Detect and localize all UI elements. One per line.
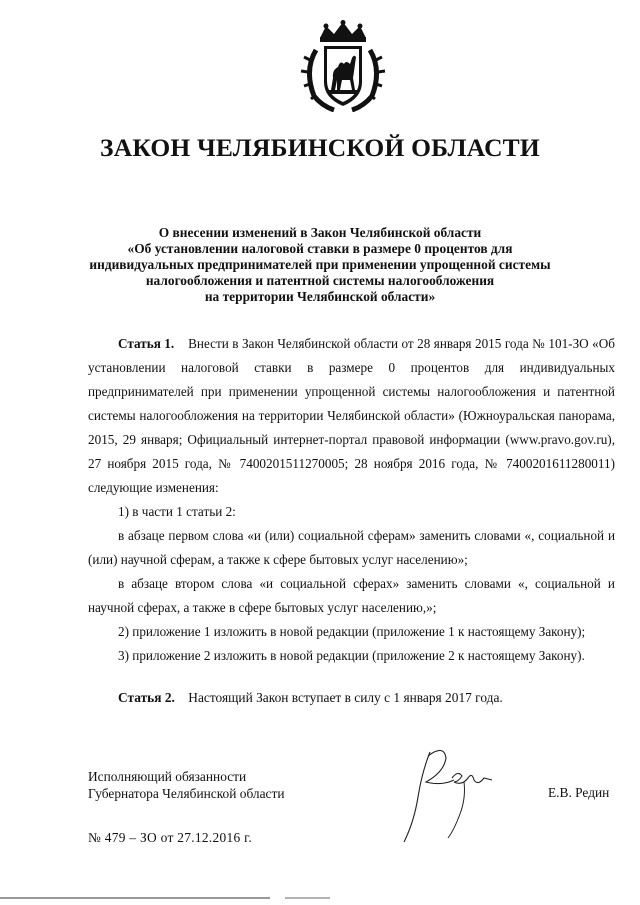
article-1-item: 3) приложение 2 изложить в новой редакции (приложение 2 к настоящему Закону). <box>118 648 585 663</box>
article-1-item: в абзаце втором слова «и социальной сферах» заменить словами «, социальной и научной сферах, а также в сфере бытовых услуг населению,»; <box>88 576 615 615</box>
article-1-text: Внести в Закон Челябинской области от 28 января 2015 года № 101-ЗО «Об установлении налоговой ставки в размере 0 процентов для индивидуальных предпринимателей при применении упрощенной системы налогообложения и патентной системы налогообложения на территории Челябинской области» (Южноуральская панорама, 2015, 29 января; Официальный интернет-портал правовой информации (www.pravo.gov.ru), 27 ноября 2015 года, № 7400201511270005; 28 ноября 2016 года, № 7400201611280011) следующие изменения: <box>88 336 616 495</box>
scan-edge-line <box>0 894 640 902</box>
handwritten-signature <box>392 742 507 847</box>
article-1 <box>88 332 615 668</box>
law-subtitle <box>40 225 600 305</box>
article-2-label: Статья 2. <box>118 690 175 705</box>
article-1-item: 1) в части 1 статьи 2: <box>118 504 236 519</box>
article-2 <box>118 690 503 706</box>
document-number: № 479 – ЗО от 27.12.2016 г. <box>88 830 253 845</box>
signer-title-line: Исполняющий обязанности <box>88 769 247 784</box>
subtitle-line: налогообложения и патентной системы налогообложения <box>145 273 495 288</box>
signer-title <box>88 768 285 802</box>
signer-name: Е.В. Редин <box>548 785 610 800</box>
article-1-item: 2) приложение 1 изложить в новой редакции (приложение 1 к настоящему Закону); <box>118 624 586 639</box>
article-1-item: в абзаце первом слова «и (или) социальной сферам» заменить словами «, социальной и (или) научной сферам, а также к сфере бытовых услуг населению»; <box>88 528 615 567</box>
chelyabinsk-coat-of-arms-icon <box>298 20 388 112</box>
subtitle-line: О внесении изменений в Закон Челябинской области <box>158 225 482 240</box>
subtitle-line: индивидуальных предпринимателей при применении упрощенной системы <box>89 257 551 272</box>
article-2-text: Настоящий Закон вступает в силу с 1 января 2017 года. <box>188 690 503 705</box>
subtitle-line: на территории Челябинской области» <box>204 289 436 304</box>
article-1-label: Статья 1. <box>118 336 175 351</box>
subtitle-line: «Об установлении налоговой ставки в размере 0 процентов для <box>127 241 513 256</box>
article-1-paragraph <box>88 332 615 500</box>
signer-title-line: Губернатора Челябинской области <box>88 786 285 801</box>
law-title: ЗАКОН ЧЕЛЯБИНСКОЙ ОБЛАСТИ <box>100 133 540 162</box>
